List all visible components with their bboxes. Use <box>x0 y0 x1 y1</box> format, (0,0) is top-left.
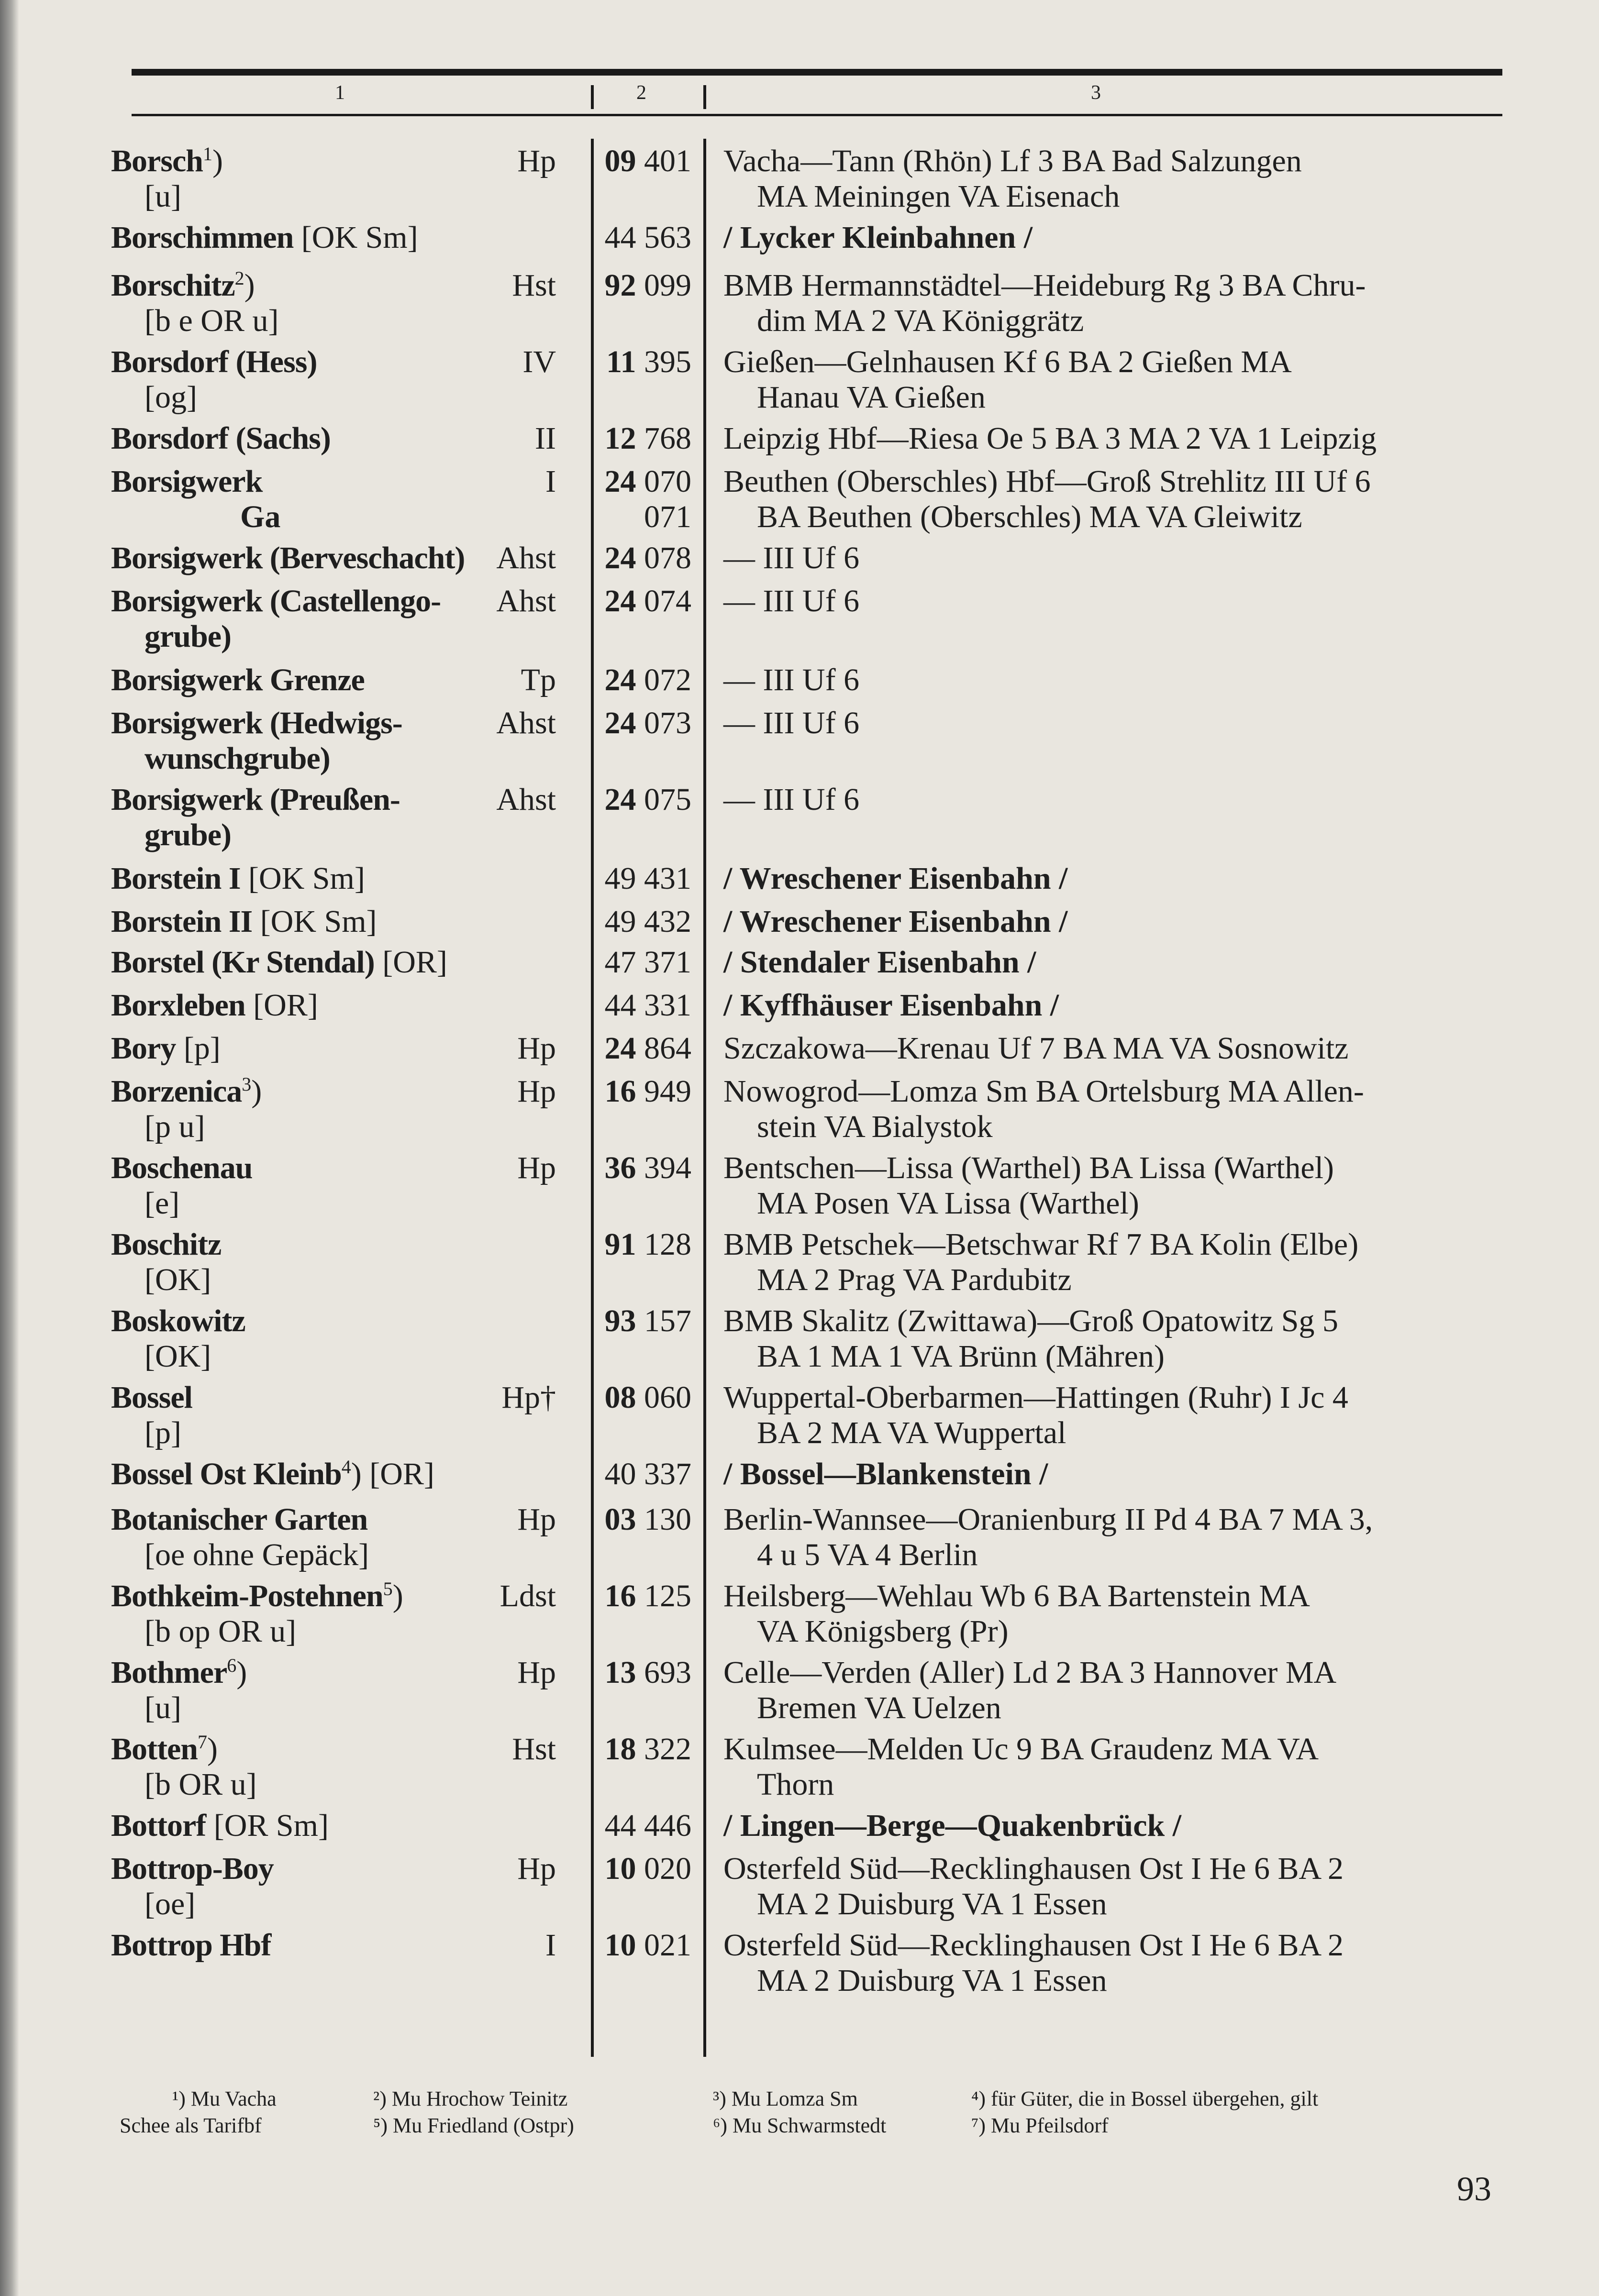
number-suffix: 073 <box>644 706 691 740</box>
route-info <box>723 1303 1494 1374</box>
station-kind: Ahst <box>496 782 556 817</box>
station-number <box>589 1031 691 1066</box>
station-title: Bottrop-Boy <box>111 1851 274 1886</box>
station-name-cont: wunschgrube) <box>144 741 330 776</box>
number-prefix: 24 <box>604 541 636 575</box>
footnote-marker: 4 <box>341 1456 351 1478</box>
station-title: Borsigwerk (Castellengo- <box>111 584 441 618</box>
route-line-cont: VA Königsberg (Pr) <box>757 1614 1009 1649</box>
number-suffix: 021 <box>644 1928 691 1963</box>
route-line-cont: MA Posen VA Lissa (Warthel) <box>757 1186 1139 1221</box>
station-attributes: [oe ohne Gepäck] <box>144 1537 369 1572</box>
route-line-cont: Thorn <box>757 1767 834 1802</box>
route-info <box>723 1074 1494 1145</box>
station-title: Borsch <box>111 144 203 178</box>
station-name <box>111 1227 573 1298</box>
route-line-cont: MA Meiningen VA Eisenach <box>757 179 1120 214</box>
railway-name: / Stendaler Eisenbahn / <box>723 945 1036 980</box>
number-suffix: 157 <box>644 1303 691 1338</box>
station-suffix: [OR] <box>245 988 318 1023</box>
route-info <box>723 662 1494 698</box>
footnote-3-6 <box>713 2086 886 2139</box>
footnote-marker: 6 <box>227 1655 237 1676</box>
station-kind: Hp† <box>501 1380 556 1415</box>
route-info <box>723 1150 1494 1221</box>
route-line: Beuthen (Oberschles) Hbf—Groß Strehlitz III Uf 6 <box>723 464 1371 499</box>
station-kind: Hst <box>512 268 556 303</box>
number-suffix: 44 331 <box>604 988 691 1023</box>
station-title: Borschimmen <box>111 220 294 255</box>
number-suffix: 125 <box>644 1578 691 1613</box>
station-number <box>589 662 691 698</box>
footnote-2: ²) Mu Hrochow Teinitz <box>373 2087 568 2110</box>
station-kind: Ahst <box>496 706 556 740</box>
station-number <box>589 1074 691 1109</box>
number-suffix: 130 <box>644 1502 691 1537</box>
route-info <box>723 1851 1494 1922</box>
number-suffix: 075 <box>644 782 691 817</box>
station-kind: Hp <box>517 1031 556 1066</box>
number-suffix: 401 <box>644 144 691 178</box>
station-attributes: [oe] <box>144 1887 196 1921</box>
route-info <box>723 782 1494 817</box>
station-name <box>111 344 573 415</box>
route-line: Berlin-Wannsee—Oranienburg II Pd 4 BA 7 MA 3, <box>723 1502 1373 1537</box>
route-info <box>723 144 1494 214</box>
number-prefix: 11 <box>606 344 636 379</box>
station-title: Boschitz <box>111 1227 222 1262</box>
station-number <box>589 945 691 980</box>
number-suffix: 768 <box>644 421 691 456</box>
station-kind: Hst <box>512 1732 556 1766</box>
route-info <box>723 584 1494 619</box>
book-binding-shadow <box>0 0 19 2296</box>
route-info <box>723 1502 1494 1573</box>
footnote-7: ⁷) Mu Pfeilsdorf <box>971 2114 1109 2137</box>
number-prefix: 93 <box>604 1303 636 1338</box>
station-number <box>589 706 691 741</box>
route-info <box>723 1578 1494 1649</box>
route-line-cont: MA 2 Duisburg VA 1 Essen <box>757 1887 1107 1921</box>
route-line: Szczakowa—Krenau Uf 7 BA MA VA Sosnowitz <box>723 1031 1349 1066</box>
station-name <box>111 268 573 339</box>
station-suffix: ) <box>236 1655 247 1690</box>
station-suffix: [OK Sm] <box>252 904 377 939</box>
station-name <box>111 1074 573 1145</box>
number-suffix: 44 563 <box>604 220 691 255</box>
station-title: Bottorf <box>111 1808 206 1843</box>
route-line: Leipzig Hbf—Riesa Oe 5 BA 3 MA 2 VA 1 Leipzig <box>723 421 1377 456</box>
station-kind: Tp <box>521 662 556 697</box>
route-line: Nowogrod—Lomza Sm BA Ortelsburg MA Allen- <box>723 1074 1364 1109</box>
station-number <box>589 464 691 535</box>
number-prefix: 24 <box>604 662 636 697</box>
route-info <box>723 268 1494 339</box>
station-kind: Ahst <box>496 541 556 575</box>
number-suffix: 394 <box>644 1150 691 1185</box>
number-prefix: 18 <box>604 1732 636 1766</box>
footnote-1-line1: ¹) Mu Vacha <box>172 2087 277 2110</box>
station-number <box>589 1380 691 1415</box>
number-prefix: 13 <box>604 1655 636 1690</box>
station-number <box>589 268 691 303</box>
number-suffix: 060 <box>644 1380 691 1415</box>
station-kind: Hp <box>517 144 556 178</box>
column-divider-2 <box>703 139 706 2057</box>
station-name <box>111 1150 573 1221</box>
number-suffix: 072 <box>644 662 691 697</box>
station-name <box>111 1732 573 1802</box>
station-title: Bothkeim-Postehnen <box>111 1578 383 1613</box>
route-line: Osterfeld Süd—Recklinghausen Ost I He 6 BA 2 <box>723 1851 1344 1886</box>
station-title: Bossel Ost Kleinb <box>111 1457 342 1491</box>
number-suffix: 49 431 <box>604 861 691 896</box>
number-prefix: 24 <box>604 706 636 740</box>
station-title: Botanischer Garten <box>111 1502 368 1537</box>
footnote-1 <box>120 2086 277 2139</box>
footnote-2-5 <box>373 2086 574 2139</box>
station-title: Borstel (Kr Stendal) <box>111 945 375 980</box>
footnote-marker: 5 <box>383 1578 393 1600</box>
column-divider-head-2 <box>703 85 706 109</box>
station-title: Borsigwerk <box>111 464 263 499</box>
header-rule-top <box>132 69 1502 76</box>
station-number <box>589 1457 691 1492</box>
station-suffix: ) <box>244 268 255 303</box>
number-suffix: 949 <box>644 1074 691 1109</box>
route-line: Bentschen—Lissa (Warthel) BA Lissa (Warthel) <box>723 1150 1334 1185</box>
station-number <box>589 584 691 619</box>
railway-name: / Lingen—Berge—Quakenbrück / <box>723 1808 1182 1843</box>
station-attributes: [p] <box>144 1415 181 1450</box>
number-suffix: 020 <box>644 1851 691 1886</box>
route-line: — III Uf 6 <box>723 782 860 817</box>
station-sub-name: Ga <box>240 499 281 534</box>
station-attributes: [u] <box>144 1690 181 1725</box>
station-name <box>111 1303 573 1374</box>
station-kind: Hp <box>517 1502 556 1537</box>
route-info <box>723 1928 1494 1998</box>
station-title: Botten <box>111 1732 198 1766</box>
route-line: Vacha—Tann (Rhön) Lf 3 BA Bad Salzungen <box>723 144 1302 178</box>
station-attributes: [OK] <box>144 1262 211 1297</box>
station-title: Borzenica <box>111 1074 242 1109</box>
station-name <box>111 988 573 1023</box>
station-kind: Hp <box>517 1150 556 1185</box>
railway-name: / Bossel—Blankenstein / <box>723 1457 1048 1491</box>
route-line: Kulmsee—Melden Uc 9 BA Graudenz MA VA <box>723 1732 1319 1766</box>
station-name-cont: grube) <box>144 619 231 654</box>
station-title: Borstein I <box>111 861 241 896</box>
column-divider-head-1 <box>591 85 594 109</box>
station-name <box>111 464 573 535</box>
station-number <box>589 1227 691 1262</box>
route-info <box>723 1031 1494 1066</box>
station-suffix: [OK Sm] <box>293 220 418 255</box>
station-name <box>111 861 573 896</box>
station-title: Bothmer <box>111 1655 227 1690</box>
route-line: Gießen—Gelnhausen Kf 6 BA 2 Gießen MA <box>723 344 1292 379</box>
station-name <box>111 1457 573 1492</box>
station-suffix: ) [OR] <box>351 1457 434 1491</box>
station-attributes: [p u] <box>144 1109 205 1144</box>
route-line: Heilsberg—Wehlau Wb 6 BA Bartenstein MA <box>723 1578 1310 1613</box>
number-suffix: 693 <box>644 1655 691 1690</box>
number-suffix: 070 <box>644 464 691 499</box>
route-line-cont: MA 2 Duisburg VA 1 Essen <box>757 1963 1107 1998</box>
station-name <box>111 1808 573 1843</box>
station-number <box>589 1808 691 1843</box>
number-suffix: 322 <box>644 1732 691 1766</box>
station-name <box>111 1851 573 1922</box>
station-number <box>589 782 691 817</box>
station-attributes: [e] <box>144 1186 180 1221</box>
station-attributes: [u] <box>144 179 181 214</box>
route-info <box>723 988 1494 1023</box>
route-info <box>723 541 1494 576</box>
station-name <box>111 1928 573 1963</box>
footnote-4-7 <box>971 2086 1318 2139</box>
station-name-cont: grube) <box>144 817 231 852</box>
number-suffix: 128 <box>644 1227 691 1262</box>
number-suffix: 44 446 <box>604 1808 691 1843</box>
station-title: Bory <box>111 1031 176 1066</box>
station-name <box>111 1655 573 1726</box>
route-info <box>723 1655 1494 1726</box>
route-line: — III Uf 6 <box>723 662 860 697</box>
station-name <box>111 904 573 939</box>
number-suffix: 099 <box>644 268 691 303</box>
route-line: — III Uf 6 <box>723 541 860 575</box>
station-number <box>589 1655 691 1690</box>
station-title: Bossel <box>111 1380 193 1415</box>
station-suffix: ) <box>392 1578 403 1613</box>
station-attributes: [b OR u] <box>144 1767 257 1802</box>
station-number <box>589 1732 691 1767</box>
station-number <box>589 904 691 939</box>
route-line-cont: stein VA Bialystok <box>757 1109 993 1144</box>
route-line: BMB Petschek—Betschwar Rf 7 BA Kolin (Elbe) <box>723 1227 1359 1262</box>
number-prefix: 03 <box>604 1502 636 1537</box>
header-rule-bottom <box>132 114 1502 116</box>
station-title: Borxleben <box>111 988 245 1023</box>
number-prefix: 16 <box>604 1578 636 1613</box>
station-number <box>589 861 691 896</box>
station-suffix: [OK Sm] <box>240 861 365 896</box>
number-prefix: 91 <box>604 1227 636 1262</box>
route-line: — III Uf 6 <box>723 706 860 740</box>
footnote-marker: 3 <box>242 1073 252 1095</box>
station-title: Boschenau <box>111 1150 253 1185</box>
station-number <box>589 988 691 1023</box>
number-prefix: 09 <box>604 144 636 178</box>
station-kind: II <box>535 421 556 456</box>
number-prefix: 08 <box>604 1380 636 1415</box>
station-attributes: [b e OR u] <box>144 303 279 338</box>
station-name <box>111 945 573 980</box>
station-number <box>589 144 691 179</box>
number-prefix: 16 <box>604 1074 636 1109</box>
route-line-cont: MA 2 Prag VA Pardubitz <box>757 1262 1072 1297</box>
station-title: Borsigwerk Grenze <box>111 662 365 697</box>
footnote-6: ⁶) Mu Schwarmstedt <box>713 2114 887 2137</box>
number-prefix: 24 <box>604 782 636 817</box>
railway-name: / Lycker Kleinbahnen / <box>723 220 1033 255</box>
route-line-cont: Hanau VA Gießen <box>757 380 986 415</box>
railway-name: / Wreschener Eisenbahn / <box>723 861 1068 896</box>
number-prefix: 10 <box>604 1928 636 1963</box>
number-prefix: 92 <box>604 268 636 303</box>
route-info <box>723 945 1494 980</box>
footnote-marker: 1 <box>203 143 212 165</box>
station-title: Borsigwerk (Berveschacht) <box>111 541 465 575</box>
station-title: Boskowitz <box>111 1303 245 1338</box>
station-name <box>111 1031 573 1066</box>
station-name <box>111 220 573 255</box>
route-info <box>723 1227 1494 1298</box>
number-alt: 071 <box>644 499 691 534</box>
route-info <box>723 220 1494 255</box>
station-name <box>111 144 573 214</box>
station-title: Borsigwerk (Hedwigs- <box>111 706 402 740</box>
number-suffix: 074 <box>644 584 691 618</box>
column-header-1: 1 <box>335 82 345 104</box>
column-header-2: 2 <box>636 82 646 104</box>
number-prefix: 24 <box>604 464 636 499</box>
station-title: Borsigwerk (Preußen- <box>111 782 400 817</box>
railway-name: / Wreschener Eisenbahn / <box>723 904 1068 939</box>
station-number <box>589 1851 691 1887</box>
station-name <box>111 421 573 456</box>
footnote-1-line2: Schee als Tarifbf <box>120 2114 262 2137</box>
station-attributes: [b op OR u] <box>144 1614 297 1649</box>
station-number <box>589 344 691 380</box>
station-suffix: [OR Sm] <box>206 1808 329 1843</box>
station-number <box>589 421 691 456</box>
station-title: Borschitz <box>111 268 235 303</box>
footnote-marker: 7 <box>197 1731 207 1753</box>
station-number <box>589 1928 691 1963</box>
route-line-cont: BA Beuthen (Oberschles) MA VA Gleiwitz <box>757 499 1302 534</box>
station-kind: I <box>545 464 556 499</box>
railway-name: / Kyffhäuser Eisenbahn / <box>723 988 1059 1023</box>
station-suffix: ) <box>251 1074 262 1109</box>
station-number <box>589 220 691 255</box>
number-prefix: 24 <box>604 1031 636 1066</box>
route-info <box>723 1732 1494 1802</box>
station-name <box>111 662 573 698</box>
route-line: Osterfeld Süd—Recklinghausen Ost I He 6 BA 2 <box>723 1928 1344 1963</box>
route-line: — III Uf 6 <box>723 584 860 618</box>
station-kind: Ahst <box>496 584 556 618</box>
station-number <box>589 1150 691 1186</box>
station-attributes: [og] <box>144 380 197 415</box>
route-line-cont: 4 u 5 VA 4 Berlin <box>757 1537 978 1572</box>
number-suffix: 47 371 <box>604 945 691 980</box>
station-number <box>589 1578 691 1614</box>
route-info <box>723 344 1494 415</box>
number-suffix: 49 432 <box>604 904 691 939</box>
number-suffix: 864 <box>644 1031 691 1066</box>
station-kind: Hp <box>517 1655 556 1690</box>
number-suffix: 40 337 <box>604 1457 691 1491</box>
station-suffix: ) <box>212 144 223 178</box>
number-suffix: 395 <box>644 344 691 379</box>
station-title: Borsdorf (Hess) <box>111 344 317 379</box>
station-title: Borsdorf (Sachs) <box>111 421 331 456</box>
route-info <box>723 861 1494 896</box>
route-info <box>723 421 1494 456</box>
route-line: BMB Skalitz (Zwittawa)—Groß Opatowitz Sg 5 <box>723 1303 1339 1338</box>
station-title: Borstein II <box>111 904 253 939</box>
station-number <box>589 541 691 576</box>
footnote-marker: 2 <box>234 267 244 289</box>
footnote-5: ⁵) Mu Friedland (Ostpr) <box>373 2114 574 2137</box>
footnote-3: ³) Mu Lomza Sm <box>713 2087 858 2110</box>
station-suffix: [p] <box>176 1031 221 1066</box>
footnote-4: ⁴) für Güter, die in Bossel übergehen, gilt <box>971 2087 1319 2110</box>
station-kind: Ldst <box>500 1578 556 1613</box>
route-info <box>723 464 1494 535</box>
number-prefix: 12 <box>604 421 636 456</box>
route-line: BMB Hermannstädtel—Heideburg Rg 3 BA Chru- <box>723 268 1366 303</box>
route-line-cont: BA 1 MA 1 VA Brünn (Mähren) <box>757 1339 1165 1374</box>
route-line-cont: Bremen VA Uelzen <box>757 1690 1001 1725</box>
route-info <box>723 706 1494 741</box>
route-line: Celle—Verden (Aller) Ld 2 BA 3 Hannover MA <box>723 1655 1337 1690</box>
number-prefix: 10 <box>604 1851 636 1886</box>
station-name <box>111 1502 573 1573</box>
station-attributes: [OK] <box>144 1339 211 1374</box>
route-info <box>723 1808 1494 1843</box>
station-kind: Hp <box>517 1851 556 1886</box>
column-header-3: 3 <box>1091 82 1101 104</box>
route-info <box>723 904 1494 939</box>
station-title: Bottrop Hbf <box>111 1928 271 1963</box>
number-prefix: 36 <box>604 1150 636 1185</box>
station-kind: I <box>545 1928 556 1963</box>
station-number <box>589 1303 691 1339</box>
number-suffix: 078 <box>644 541 691 575</box>
station-kind: IV <box>522 344 556 379</box>
route-info <box>723 1380 1494 1451</box>
route-line-cont: BA 2 MA VA Wuppertal <box>757 1415 1066 1450</box>
page-number: 93 <box>1457 2170 1491 2208</box>
route-info <box>723 1457 1494 1492</box>
route-line-cont: dim MA 2 VA Königgrätz <box>757 303 1084 338</box>
station-suffix: [OR] <box>374 945 447 980</box>
station-number <box>589 1502 691 1537</box>
number-prefix: 24 <box>604 584 636 618</box>
station-kind: Hp <box>517 1074 556 1109</box>
station-suffix: ) <box>207 1732 218 1766</box>
route-line: Wuppertal-Oberbarmen—Hattingen (Ruhr) I Jc 4 <box>723 1380 1348 1415</box>
